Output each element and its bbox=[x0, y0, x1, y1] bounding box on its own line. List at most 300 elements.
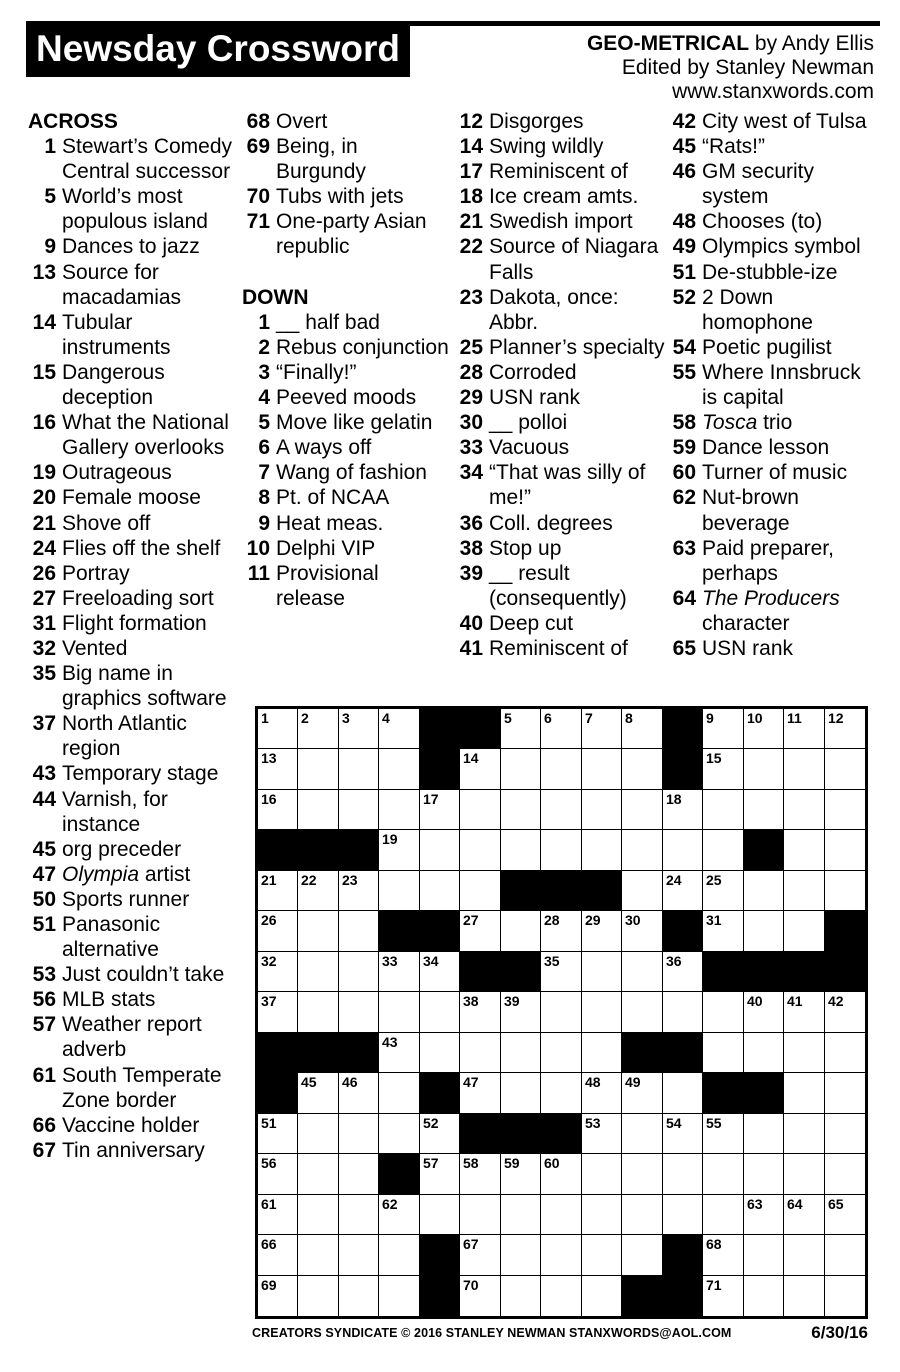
cell-number: 14 bbox=[463, 750, 479, 766]
cell-number: 66 bbox=[261, 1236, 277, 1252]
cell-number: 3 bbox=[342, 710, 350, 726]
cell-number: 5 bbox=[504, 710, 512, 726]
clue-text: Freeloading sort bbox=[62, 586, 214, 610]
grid-cell[interactable] bbox=[703, 709, 744, 749]
grid-cell[interactable] bbox=[663, 1073, 703, 1114]
across-clue-57 bbox=[28, 1012, 238, 1062]
grid-cell[interactable] bbox=[744, 790, 784, 830]
grid-cell[interactable] bbox=[703, 911, 744, 952]
clue-number: 16 bbox=[32, 411, 56, 435]
grid-cell[interactable] bbox=[622, 911, 663, 952]
grid-cell[interactable] bbox=[501, 1073, 541, 1114]
grid-cell[interactable] bbox=[703, 871, 744, 911]
grid-cell[interactable] bbox=[582, 1073, 622, 1114]
grid-cell[interactable] bbox=[501, 709, 541, 749]
across-clue-21 bbox=[28, 511, 238, 536]
grid-cell[interactable] bbox=[582, 952, 622, 992]
grid-cell[interactable] bbox=[420, 1195, 460, 1235]
cell-number: 47 bbox=[463, 1074, 479, 1090]
puzzle-title: GEO-METRICAL bbox=[586, 32, 750, 55]
grid-cell[interactable] bbox=[622, 749, 663, 790]
cell-number: 22 bbox=[301, 872, 317, 888]
grid-cell[interactable] bbox=[339, 1073, 379, 1114]
grid-cell[interactable] bbox=[541, 992, 582, 1033]
grid-cell[interactable] bbox=[784, 1033, 825, 1073]
cell-number: 64 bbox=[787, 1196, 803, 1212]
grid-cell[interactable] bbox=[582, 1195, 622, 1235]
grid-cell[interactable] bbox=[460, 749, 501, 790]
down-clue-9 bbox=[242, 511, 452, 536]
grid-cell[interactable] bbox=[420, 790, 460, 830]
clue-number: 64 bbox=[672, 586, 696, 610]
down-clue-41 bbox=[455, 636, 665, 661]
grid-cell[interactable] bbox=[379, 952, 420, 992]
across-clue-14 bbox=[28, 310, 238, 360]
down-clue-14 bbox=[455, 134, 665, 159]
grid-cell[interactable] bbox=[825, 1033, 865, 1073]
clue-text: Peeved moods bbox=[276, 386, 417, 410]
clue-column-1 bbox=[28, 109, 238, 1163]
clue-number: 36 bbox=[459, 511, 483, 535]
clue-number: 41 bbox=[459, 636, 483, 660]
black-square bbox=[541, 871, 582, 911]
cell-number: 48 bbox=[585, 1074, 601, 1090]
footer-credit: CREATORS SYNDICATE © 2016 STANLEY NEWMAN STANXWORDS@AOL.COM bbox=[252, 1326, 732, 1340]
grid-cell[interactable] bbox=[582, 1235, 622, 1276]
grid-cell[interactable] bbox=[339, 952, 379, 992]
clue-text: Dangerous deception bbox=[62, 360, 165, 410]
cell-number: 35 bbox=[544, 953, 560, 969]
grid-cell[interactable] bbox=[258, 1276, 298, 1316]
clue-number: 7 bbox=[258, 461, 270, 485]
grid-cell[interactable] bbox=[784, 1073, 825, 1114]
grid-cell[interactable] bbox=[541, 790, 582, 830]
grid-cell[interactable] bbox=[582, 1276, 622, 1316]
grid-cell[interactable] bbox=[541, 830, 582, 871]
grid-cell[interactable] bbox=[298, 709, 339, 749]
grid-cell[interactable] bbox=[501, 1195, 541, 1235]
grid-cell[interactable] bbox=[825, 709, 865, 749]
clue-text: Swedish import bbox=[489, 210, 633, 234]
clue-text: Pt. of NCAA bbox=[276, 486, 390, 510]
black-square bbox=[420, 911, 460, 952]
clue-number: 3 bbox=[258, 360, 270, 384]
grid-cell[interactable] bbox=[339, 1195, 379, 1235]
cell-number: 70 bbox=[463, 1277, 479, 1293]
clue-column-2 bbox=[242, 109, 452, 611]
clue-number: 2 bbox=[258, 335, 270, 359]
grid-cell[interactable] bbox=[501, 1276, 541, 1316]
grid-cell[interactable] bbox=[379, 1276, 420, 1316]
grid-cell[interactable] bbox=[744, 1195, 784, 1235]
grid-cell[interactable] bbox=[744, 871, 784, 911]
grid-cell[interactable] bbox=[622, 709, 663, 749]
clue-text: Stewart’s Comedy Central successor bbox=[62, 135, 233, 184]
black-square bbox=[379, 911, 420, 952]
grid-cell[interactable] bbox=[744, 1033, 784, 1073]
grid-cell[interactable] bbox=[460, 911, 501, 952]
clue-text: Being, in Burgundy bbox=[276, 135, 366, 184]
grid-cell[interactable] bbox=[582, 709, 622, 749]
cell-number: 67 bbox=[463, 1236, 479, 1252]
grid-cell[interactable] bbox=[258, 1195, 298, 1235]
grid-cell[interactable] bbox=[825, 1276, 865, 1316]
grid-cell[interactable] bbox=[258, 952, 298, 992]
clue-number: 55 bbox=[672, 360, 696, 384]
grid-cell[interactable] bbox=[258, 1235, 298, 1276]
grid-cell[interactable] bbox=[622, 1114, 663, 1154]
grid-cell[interactable] bbox=[339, 1276, 379, 1316]
grid-cell[interactable] bbox=[339, 1235, 379, 1276]
grid-cell[interactable] bbox=[622, 1195, 663, 1235]
clue-number: 9 bbox=[258, 511, 270, 535]
grid-cell[interactable] bbox=[460, 1154, 501, 1195]
grid-cell[interactable] bbox=[298, 992, 339, 1033]
across-clue-24 bbox=[28, 536, 238, 561]
down-clue-49 bbox=[668, 234, 880, 259]
grid-cell[interactable] bbox=[339, 871, 379, 911]
cell-number: 34 bbox=[423, 953, 439, 969]
down-clue-51 bbox=[668, 260, 880, 285]
grid-cell[interactable] bbox=[744, 749, 784, 790]
grid-cell[interactable] bbox=[784, 830, 825, 871]
grid-cell[interactable] bbox=[460, 790, 501, 830]
grid-cell[interactable] bbox=[744, 992, 784, 1033]
grid-cell[interactable] bbox=[582, 911, 622, 952]
grid-cell[interactable] bbox=[379, 992, 420, 1033]
grid-cell[interactable] bbox=[298, 1195, 339, 1235]
grid-cell[interactable] bbox=[703, 1154, 744, 1195]
grid-cell[interactable] bbox=[460, 992, 501, 1033]
grid-cell[interactable] bbox=[703, 1276, 744, 1316]
grid-cell[interactable] bbox=[784, 749, 825, 790]
down-clue-34 bbox=[455, 460, 665, 510]
grid-cell[interactable] bbox=[379, 1195, 420, 1235]
grid-cell[interactable] bbox=[420, 992, 460, 1033]
grid-cell[interactable] bbox=[784, 1276, 825, 1316]
clue-number: 40 bbox=[459, 611, 483, 635]
grid-cell[interactable] bbox=[744, 911, 784, 952]
clue-text: Corroded bbox=[489, 360, 577, 384]
grid-cell[interactable] bbox=[622, 992, 663, 1033]
black-square bbox=[420, 749, 460, 790]
grid-cell[interactable] bbox=[703, 790, 744, 830]
grid-cell[interactable] bbox=[298, 1235, 339, 1276]
grid-cell[interactable] bbox=[622, 790, 663, 830]
grid-cell[interactable] bbox=[501, 790, 541, 830]
grid-cell[interactable] bbox=[339, 1114, 379, 1154]
grid-cell[interactable] bbox=[420, 1154, 460, 1195]
grid-cell[interactable] bbox=[379, 749, 420, 790]
down-clue-39 bbox=[455, 561, 665, 611]
black-square bbox=[703, 1073, 744, 1114]
grid-cell[interactable] bbox=[379, 871, 420, 911]
grid-cell[interactable] bbox=[744, 709, 784, 749]
across-clue-44 bbox=[28, 787, 238, 837]
grid-cell[interactable] bbox=[501, 992, 541, 1033]
grid-cell[interactable] bbox=[379, 1073, 420, 1114]
crossword-grid bbox=[255, 706, 868, 1319]
grid-cell[interactable] bbox=[460, 830, 501, 871]
grid-cell[interactable] bbox=[622, 1073, 663, 1114]
grid-cell[interactable] bbox=[541, 911, 582, 952]
black-square bbox=[663, 749, 703, 790]
grid-cell[interactable] bbox=[298, 790, 339, 830]
grid-cell[interactable] bbox=[460, 1195, 501, 1235]
grid-cell[interactable] bbox=[825, 1195, 865, 1235]
grid-cell[interactable] bbox=[582, 992, 622, 1033]
clue-text: __ polloi bbox=[489, 411, 568, 435]
grid-cell[interactable] bbox=[501, 830, 541, 871]
cell-number: 51 bbox=[261, 1115, 277, 1131]
cell-number: 62 bbox=[382, 1196, 398, 1212]
clue-number: 15 bbox=[32, 360, 56, 384]
grid-cell[interactable] bbox=[663, 1154, 703, 1195]
clue-number: 60 bbox=[672, 461, 696, 485]
grid-cell[interactable] bbox=[258, 709, 298, 749]
grid-cell[interactable] bbox=[541, 1276, 582, 1316]
grid-cell[interactable] bbox=[663, 1195, 703, 1235]
grid-cell[interactable] bbox=[663, 830, 703, 871]
clue-number: 50 bbox=[32, 887, 56, 911]
clue-text: Tin anniversary bbox=[62, 1138, 205, 1162]
clue-number: 51 bbox=[32, 913, 56, 936]
grid-cell[interactable] bbox=[825, 1073, 865, 1114]
grid-cell[interactable] bbox=[420, 1114, 460, 1154]
grid-cell[interactable] bbox=[582, 1114, 622, 1154]
grid-cell[interactable] bbox=[460, 1235, 501, 1276]
clue-column-4 bbox=[668, 109, 880, 661]
black-square bbox=[379, 1154, 420, 1195]
grid-cell[interactable] bbox=[784, 709, 825, 749]
cell-number: 27 bbox=[463, 912, 479, 928]
grid-cell[interactable] bbox=[541, 1154, 582, 1195]
grid-cell[interactable] bbox=[541, 749, 582, 790]
clue-number: 33 bbox=[459, 436, 483, 460]
grid-cell[interactable] bbox=[541, 952, 582, 992]
grid-cell[interactable] bbox=[784, 1154, 825, 1195]
clue-number: 39 bbox=[459, 561, 483, 585]
clue-number: 43 bbox=[32, 762, 56, 786]
cell-number: 6 bbox=[544, 710, 552, 726]
clue-number: 14 bbox=[32, 310, 56, 334]
down-clue-45 bbox=[668, 134, 880, 159]
grid-cell[interactable] bbox=[703, 1195, 744, 1235]
clue-text: Reminiscent of bbox=[489, 636, 628, 660]
grid-cell[interactable] bbox=[379, 1033, 420, 1073]
grid-cell[interactable] bbox=[258, 749, 298, 790]
across-clue-69 bbox=[242, 134, 452, 184]
grid-cell[interactable] bbox=[663, 992, 703, 1033]
grid-cell[interactable] bbox=[460, 871, 501, 911]
grid-cell[interactable] bbox=[298, 911, 339, 952]
grid-cell[interactable] bbox=[258, 1154, 298, 1195]
grid-cell[interactable] bbox=[298, 952, 339, 992]
grid-cell[interactable] bbox=[663, 790, 703, 830]
grid-cell[interactable] bbox=[744, 1154, 784, 1195]
grid-cell[interactable] bbox=[622, 830, 663, 871]
grid-cell[interactable] bbox=[298, 871, 339, 911]
grid-cell[interactable] bbox=[501, 911, 541, 952]
grid-cell[interactable] bbox=[582, 1033, 622, 1073]
grid-cell[interactable] bbox=[420, 1033, 460, 1073]
down-clue-12 bbox=[455, 109, 665, 134]
grid-cell[interactable] bbox=[825, 830, 865, 871]
grid-cell[interactable] bbox=[744, 1235, 784, 1276]
grid-cell[interactable] bbox=[258, 871, 298, 911]
cell-number: 8 bbox=[625, 710, 633, 726]
grid-cell[interactable] bbox=[379, 709, 420, 749]
cell-number: 41 bbox=[787, 993, 803, 1009]
black-square bbox=[582, 871, 622, 911]
grid-cell[interactable] bbox=[501, 1033, 541, 1073]
down-clue-63 bbox=[668, 536, 880, 586]
grid-cell[interactable] bbox=[582, 790, 622, 830]
grid-cell[interactable] bbox=[744, 1114, 784, 1154]
clue-text: The Producers character bbox=[702, 586, 840, 635]
clue-number: 57 bbox=[32, 1013, 56, 1037]
clue-number: 61 bbox=[32, 1063, 56, 1087]
clue-text: __ half bad bbox=[276, 310, 380, 334]
grid-cell[interactable] bbox=[784, 1195, 825, 1235]
grid-cell[interactable] bbox=[339, 911, 379, 952]
clue-text: 2 Down homophone bbox=[702, 285, 813, 334]
grid-cell[interactable] bbox=[825, 992, 865, 1033]
grid-cell[interactable] bbox=[339, 790, 379, 830]
grid-cell[interactable] bbox=[339, 1154, 379, 1195]
grid-cell[interactable] bbox=[379, 830, 420, 871]
down-clue-60 bbox=[668, 460, 880, 485]
across-clue-53 bbox=[28, 962, 238, 987]
cell-number: 60 bbox=[544, 1155, 560, 1171]
grid-cell[interactable] bbox=[825, 1154, 865, 1195]
grid-cell[interactable] bbox=[541, 1033, 582, 1073]
grid-cell[interactable] bbox=[501, 749, 541, 790]
clue-text: Overt bbox=[276, 110, 328, 133]
clue-text: Portray bbox=[62, 561, 130, 585]
grid-cell[interactable] bbox=[420, 952, 460, 992]
grid-cell[interactable] bbox=[298, 749, 339, 790]
down-clue-23 bbox=[455, 285, 665, 335]
grid-cell[interactable] bbox=[784, 992, 825, 1033]
grid-cell[interactable] bbox=[622, 1235, 663, 1276]
grid-cell[interactable] bbox=[582, 1154, 622, 1195]
grid-cell[interactable] bbox=[784, 1114, 825, 1154]
clue-number: 30 bbox=[459, 411, 483, 435]
grid-cell[interactable] bbox=[784, 871, 825, 911]
grid-cell[interactable] bbox=[663, 871, 703, 911]
grid-cell[interactable] bbox=[339, 992, 379, 1033]
grid-cell[interactable] bbox=[582, 749, 622, 790]
grid-cell[interactable] bbox=[784, 911, 825, 952]
grid-cell[interactable] bbox=[703, 1235, 744, 1276]
grid-cell[interactable] bbox=[622, 871, 663, 911]
black-square bbox=[298, 1033, 339, 1073]
grid-cell[interactable] bbox=[339, 709, 379, 749]
grid-cell[interactable] bbox=[258, 1114, 298, 1154]
down-clue-17 bbox=[455, 159, 665, 184]
cell-number: 7 bbox=[585, 710, 593, 726]
grid-cell[interactable] bbox=[541, 709, 582, 749]
grid-cell[interactable] bbox=[825, 1235, 865, 1276]
grid-cell[interactable] bbox=[703, 1033, 744, 1073]
grid-cell[interactable] bbox=[703, 992, 744, 1033]
down-clue-33 bbox=[455, 435, 665, 460]
clue-number: 54 bbox=[672, 335, 696, 359]
grid-cell[interactable] bbox=[298, 1073, 339, 1114]
clue-number: 68 bbox=[246, 110, 270, 133]
grid-cell[interactable] bbox=[298, 1154, 339, 1195]
grid-cell[interactable] bbox=[784, 790, 825, 830]
grid-cell[interactable] bbox=[825, 749, 865, 790]
grid-cell[interactable] bbox=[825, 1114, 865, 1154]
grid-cell[interactable] bbox=[460, 1033, 501, 1073]
grid-cell[interactable] bbox=[258, 790, 298, 830]
grid-cell[interactable] bbox=[420, 830, 460, 871]
grid-cell[interactable] bbox=[703, 830, 744, 871]
grid-cell[interactable] bbox=[744, 1276, 784, 1316]
grid-cell[interactable] bbox=[582, 830, 622, 871]
grid-cell[interactable] bbox=[541, 1195, 582, 1235]
grid-cell[interactable] bbox=[298, 1114, 339, 1154]
clue-text: City west of Tulsa bbox=[702, 110, 867, 133]
grid-cell[interactable] bbox=[663, 1114, 703, 1154]
grid-cell[interactable] bbox=[622, 1154, 663, 1195]
cell-number: 17 bbox=[423, 791, 439, 807]
grid-cell[interactable] bbox=[541, 1073, 582, 1114]
grid-cell[interactable] bbox=[784, 1235, 825, 1276]
cell-number: 32 bbox=[261, 953, 277, 969]
cell-number: 49 bbox=[625, 1074, 641, 1090]
cell-number: 69 bbox=[261, 1277, 277, 1293]
cell-number: 21 bbox=[261, 872, 277, 888]
grid-cell[interactable] bbox=[258, 911, 298, 952]
grid-cell[interactable] bbox=[379, 1114, 420, 1154]
across-clue-71 bbox=[242, 209, 452, 259]
grid-cell[interactable] bbox=[258, 992, 298, 1033]
across-clue-9 bbox=[28, 234, 238, 259]
clue-number: 11 bbox=[247, 561, 270, 585]
clue-text: Provisional release bbox=[276, 561, 379, 610]
clue-text: Vaccine holder bbox=[62, 1113, 200, 1137]
cell-number: 24 bbox=[666, 872, 682, 888]
black-square bbox=[501, 871, 541, 911]
down-clue-29 bbox=[455, 385, 665, 410]
clue-text: USN rank bbox=[702, 636, 794, 660]
grid-cell[interactable] bbox=[420, 871, 460, 911]
grid-cell[interactable] bbox=[298, 1276, 339, 1316]
grid-cell[interactable] bbox=[460, 1073, 501, 1114]
grid-cell[interactable] bbox=[663, 952, 703, 992]
grid-cell[interactable] bbox=[541, 1235, 582, 1276]
grid-cell[interactable] bbox=[501, 1154, 541, 1195]
cell-number: 54 bbox=[666, 1115, 682, 1131]
clue-number: 62 bbox=[672, 486, 696, 510]
black-square bbox=[460, 1114, 501, 1154]
grid-cell[interactable] bbox=[825, 871, 865, 911]
grid-cell[interactable] bbox=[339, 749, 379, 790]
grid-cell[interactable] bbox=[622, 952, 663, 992]
clue-number: 46 bbox=[672, 160, 696, 184]
grid-cell[interactable] bbox=[460, 1276, 501, 1316]
grid-cell[interactable] bbox=[703, 1114, 744, 1154]
grid-cell[interactable] bbox=[825, 790, 865, 830]
clue-number: 49 bbox=[672, 235, 696, 259]
grid-cell[interactable] bbox=[379, 1235, 420, 1276]
grid-cell[interactable] bbox=[703, 749, 744, 790]
grid-cell[interactable] bbox=[379, 790, 420, 830]
grid-cell[interactable] bbox=[501, 1235, 541, 1276]
